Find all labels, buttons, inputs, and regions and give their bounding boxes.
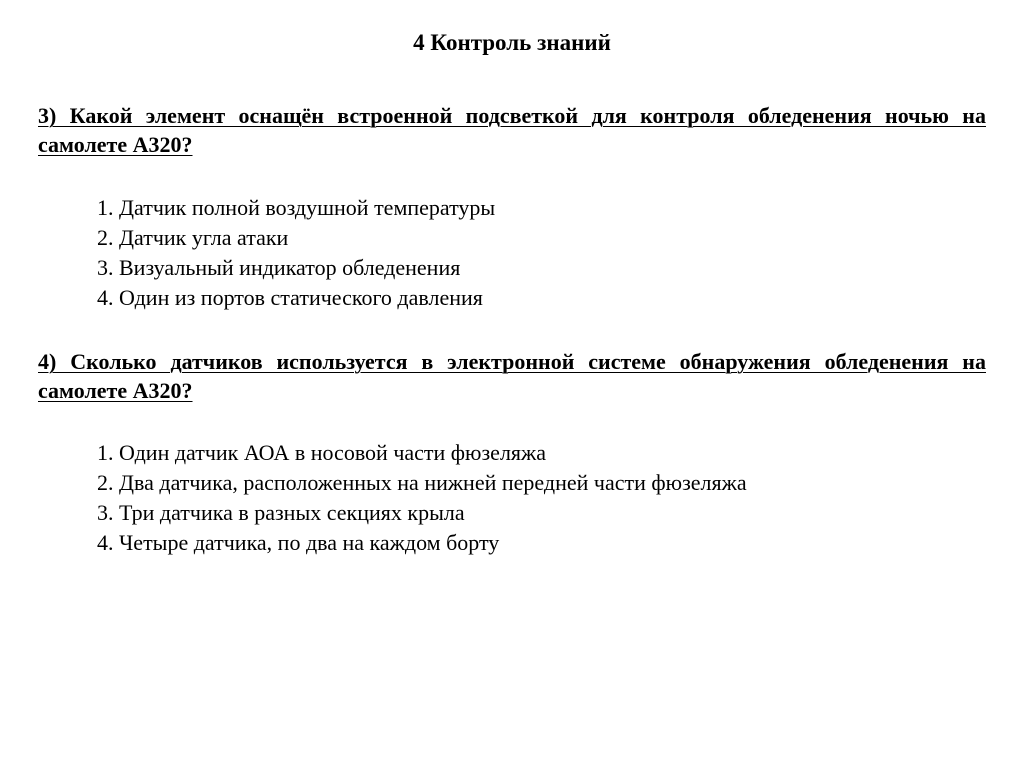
answer-option: 1. Датчик полной воздушной температуры <box>97 195 496 220</box>
answer-option: 1. Один датчик АОА в носовой части фюзеляжа <box>97 440 547 465</box>
answer-option: 3. Три датчика в разных секциях крыла <box>97 500 465 525</box>
answer-option: 2. Два датчика, расположенных на нижней передней части фюзеляжа <box>97 470 747 495</box>
answer-list-question-4 <box>97 438 977 558</box>
slide-title: 4 Контроль знаний <box>413 30 611 55</box>
answer-option: 4. Один из портов статического давления <box>97 285 483 310</box>
answer-option: 4. Четыре датчика, по два на каждом борту <box>97 530 500 555</box>
answer-option: 3. Визуальный индикатор обледенения <box>97 255 461 280</box>
question-3: 3) Какой элемент оснащён встроенной подсветкой для контроля обледенения ночью на самолете А320? <box>38 103 986 157</box>
question-4: 4) Сколько датчиков используется в электронной системе обнаружения обледенения на самолете А320? <box>38 349 986 403</box>
answer-list-question-3 <box>97 193 977 313</box>
answer-option: 2. Датчик угла атаки <box>97 225 289 250</box>
